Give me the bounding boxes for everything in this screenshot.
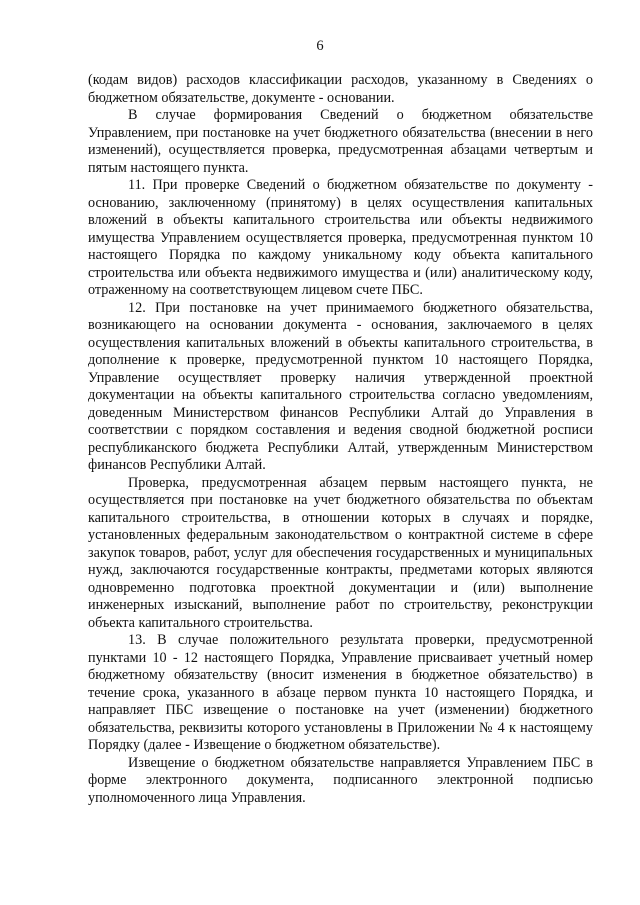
paragraph: Проверка, предусмотренная абзацем первым настоящего пункта, не осуществляется при постановке на учет бюджетного обязательства по объектам капитального строительства, в отношении которых в случаях и порядке, установленных федеральным законодательством о контрактной системе в сфере закупок товаров, работ, услуг для обеспечения государственных и муниципальных нужд, заключаются государственные контракты, предметами которых являются одновременно подготовка проектной документации и (или) выполнение инженерных изысканий, выполнение работ по строительству, реконструкции объекта капитального строительства. <box>88 474 593 631</box>
page-number: 6 <box>316 38 324 54</box>
paragraph-continuation: (кодам видов) расходов классификации расходов, указанному в Сведениях о бюджетном обязательстве, документе - основании. <box>88 72 593 106</box>
paragraph: В случае формирования Сведений о бюджетном обязательстве Управлением, при постановке на учет бюджетного обязательства (внесении в него изменений), осуществляется проверка, предусмотренная абзацами четвертым и пятым настоящего пункта. <box>88 107 593 176</box>
document-body <box>88 72 593 807</box>
paragraph: Извещение о бюджетном обязательстве направляется Управлением ПБС в форме электронного документа, подписанного электронной подписью уполномоченного лица Управления. <box>88 754 593 806</box>
paragraph-clause-12: 12. При постановке на учет принимаемого бюджетного обязательства, возникающего на основании документа - основания, заключаемого в целях осуществления капитальных вложений в объекты капитального строительства, в дополнение к проверке, предусмотренной пунктом 10 настоящего Порядка, Управление осуществляет проверку наличия утвержденной проектной документации на объекты капитального строительства согласно уведомлениям, доведенным Министерством финансов Республики Алтай до Управления в соответствии с порядком составления и ведения сводной бюджетной росписи республиканского бюджета Республики Алтай, утвержденным Министерством финансов Республики Алтай. <box>88 299 593 473</box>
paragraph-clause-11: 11. При проверке Сведений о бюджетном обязательстве по документу - основанию, заключенному (принятому) в целях осуществления капитальных вложений в объекты капитального строительства или объекты недвижимого имущества Управлением осуществляется проверка, предусмотренная пунктом 10 настоящего Порядка по каждому уникальному коду объекта капитального строительства или объекта недвижимого имущества и (или) аналитическому коду, отраженному на соответствующем лицевом счете ПБС. <box>88 177 593 298</box>
paragraph-clause-13: 13. В случае положительного результата проверки, предусмотренной пунктами 10 - 12 настоящего Порядка, Управление присваивает учетный номер бюджетному обязательству (вносит изменения в бюджетное обязательство) в течение срока, указанного в абзаце первом пункта 10 настоящего Порядка, и направляет ПБС извещение о постановке на учет (изменении) бюджетного обязательства, реквизиты которого установлены в Приложении № 4 к настоящему Порядку (далее - Извещение о бюджетном обязательстве). <box>88 632 593 753</box>
